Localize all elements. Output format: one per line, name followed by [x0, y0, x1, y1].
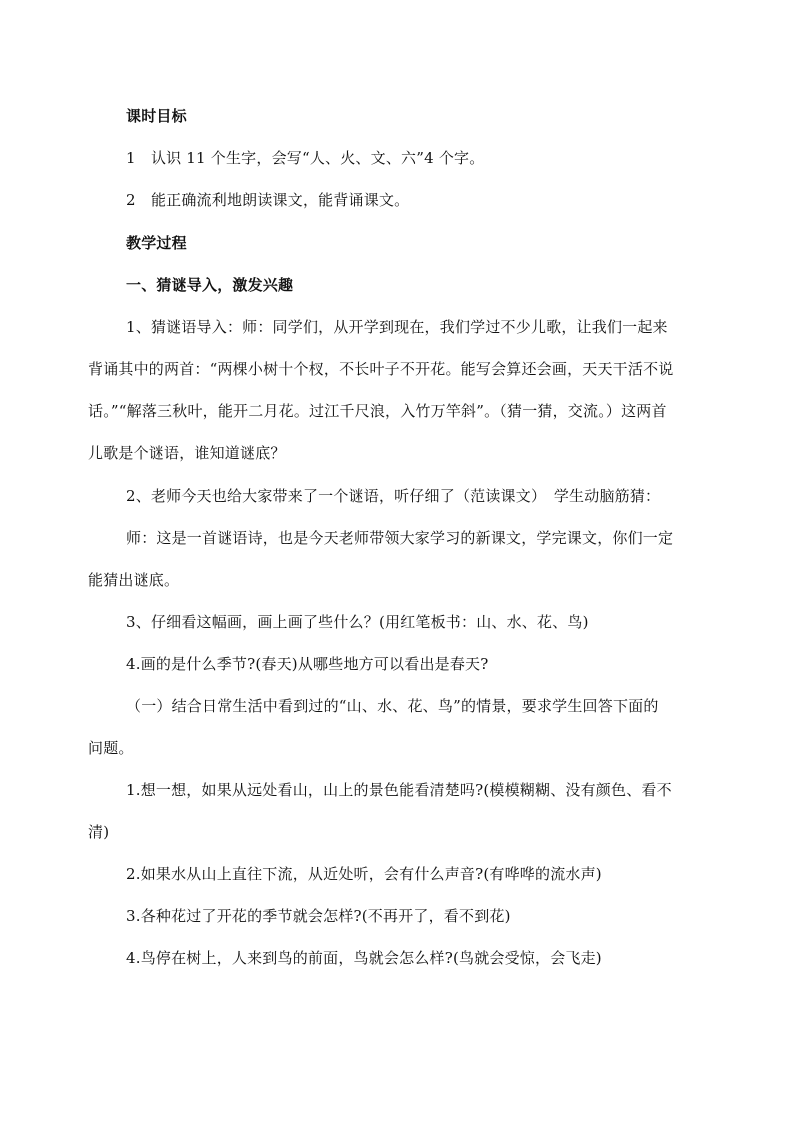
paragraph-line: 话。”“解落三秋叶，能开二月花。过江千尺浪，入竹万竿斜”。（猜一猜，交流。）这两首: [88, 402, 667, 420]
paragraph-line: 问题。: [88, 739, 134, 757]
question-item-2: 2.如果水从山上直往下流，从近处听，会有什么声音?(有哗哗的流水声): [126, 865, 602, 883]
section-heading-lesson-goals: 课时目标: [126, 107, 187, 125]
question-item-1-continued: 清): [88, 823, 110, 841]
subsection-heading-riddle-intro: 一、猜谜导入，激发兴趣: [126, 276, 294, 294]
paragraph-line: 4.画的是什么季节?(春天)从哪些地方可以看出是春天?: [126, 655, 489, 673]
question-item-3: 3.各种花过了开花的季节就会怎样?(不再开了，看不到花): [126, 907, 511, 925]
paragraph-line: 3、仔细看这幅画，画上画了些什么？(用红笔板书：山、水、花、鸟): [126, 613, 589, 631]
goal-item-1: 1 认识 11 个生字，会写“人、火、文、六”4 个字。: [126, 149, 485, 167]
question-item-1: 1.想一想，如果从远处看山，山上的景色能看清楚吗?(模模糊糊、没有颜色、看不: [126, 781, 672, 799]
paragraph-line: 能猜出谜底。: [88, 571, 180, 589]
question-item-4: 4.鸟停在树上，人来到鸟的前面，鸟就会怎么样?(鸟就会受惊，会飞走): [126, 949, 602, 967]
paragraph-line: 儿歌是个谜语，谁知道谜底？: [88, 444, 286, 462]
paragraph-line: （一）结合日常生活中看到过的“山、水、花、鸟”的情景，要求学生回答下面的: [126, 697, 659, 715]
paragraph-line: 2、老师今天也给大家带来了一个谜语，听仔细了（范读课文） 学生动脑筋猜：: [126, 487, 661, 505]
paragraph-line: 师：这是一首谜语诗，也是今天老师带领大家学习的新课文，学完课文，你们一定: [126, 529, 674, 547]
goal-item-2: 2 能正确流利地朗读课文，能背诵课文。: [126, 191, 410, 209]
paragraph-line: 背诵其中的两首：“两棵小树十个杈，不长叶子不开花。能写会算还会画，天天干活不说: [88, 360, 674, 378]
paragraph-line: 1、猜谜语导入：师：同学们，从开学到现在，我们学过不少儿歌，让我们一起来: [126, 318, 668, 336]
section-heading-teaching-process: 教学过程: [126, 234, 187, 252]
